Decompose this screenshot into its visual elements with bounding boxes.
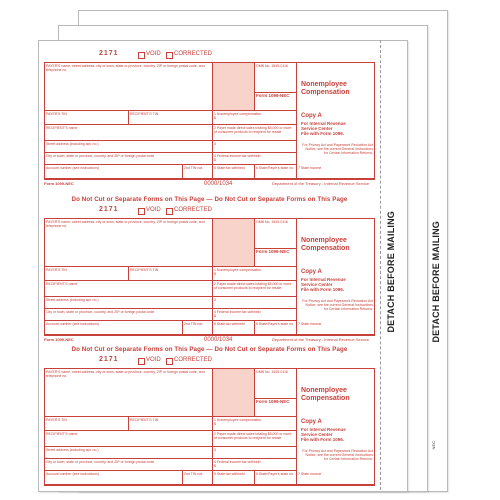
file-with: File with Form 1096. bbox=[301, 131, 345, 136]
void-checkbox[interactable] bbox=[138, 358, 145, 365]
omb-label: OMB No. 1545-0116 bbox=[256, 370, 288, 374]
omb-cell bbox=[255, 369, 297, 399]
corrected-checkbox[interactable] bbox=[166, 52, 173, 59]
box1-field[interactable] bbox=[213, 267, 297, 281]
box4-field[interactable] bbox=[213, 309, 297, 321]
form-grid bbox=[44, 368, 375, 486]
form-code: 2171 bbox=[99, 50, 119, 57]
city-field[interactable]: City or town, state or province, country, and ZIP or foreign postal code bbox=[45, 459, 213, 471]
street-field[interactable]: Street address (including apt. no.) bbox=[45, 447, 213, 459]
footer-form: Form 1099-NEC bbox=[44, 337, 74, 342]
form-header bbox=[44, 356, 375, 368]
tin-not-field[interactable]: 2nd TIN not. bbox=[183, 165, 213, 179]
perforation-line bbox=[380, 40, 381, 490]
form-id-cell bbox=[255, 399, 297, 417]
corrected-label: CORRECTED bbox=[174, 357, 213, 363]
payer-name-field[interactable]: PAYER'S name, street address, city or town, state or province, country, ZIP or foreign postal code, and telephone no. bbox=[45, 369, 213, 417]
separator-text-1: Do Not Cut or Separate Forms on This Page — Do Not Cut or Separate Forms on This Page bbox=[71, 196, 348, 203]
form-title bbox=[301, 237, 350, 253]
footer-dept: Department of the Treasury - Internal Revenue Service bbox=[272, 337, 370, 342]
irs-line-1: For Internal Revenue bbox=[301, 277, 346, 282]
irs-text bbox=[301, 277, 346, 292]
payer-name-field[interactable]: PAYER'S name, street address, city or town, state or province, country, ZIP or foreign postal code, and telephone no. bbox=[45, 219, 213, 267]
shaded-box bbox=[213, 369, 255, 417]
city-field[interactable]: City or town, state or province, country, and ZIP or foreign postal code bbox=[45, 153, 213, 165]
void-label: VOID bbox=[146, 51, 161, 57]
copy-label: Copy A bbox=[301, 419, 322, 425]
recipient-tin-field[interactable]: RECIPIENT'S TIN bbox=[129, 267, 213, 281]
footer-form: Form 1099-NEC bbox=[44, 181, 74, 186]
form-code: 2171 bbox=[99, 356, 119, 363]
irs-text bbox=[301, 121, 346, 136]
tin-not-field[interactable]: 2nd TIN not. bbox=[183, 321, 213, 335]
form-id: Form 1099-NEC bbox=[256, 93, 290, 98]
box6-field[interactable]: 6 State/Payer's state no. bbox=[255, 321, 297, 335]
form-id-cell bbox=[255, 249, 297, 267]
box7-field[interactable]: 7 State income bbox=[297, 321, 374, 335]
box1-dollar: $ bbox=[214, 272, 216, 276]
box2-field[interactable]: 2 Payer made direct sales totaling $5,000 or more of consumer products to recipient for resale bbox=[213, 281, 297, 297]
box3-label: 3 bbox=[214, 448, 216, 452]
box1-dollar: $ bbox=[214, 422, 216, 426]
footer-dept: Department of the Treasury - Internal Revenue Service bbox=[272, 181, 370, 186]
form-footer bbox=[44, 337, 375, 345]
recipient-name-field[interactable]: RECIPIENT'S name bbox=[45, 431, 213, 447]
title-line-2: Compensation bbox=[301, 395, 350, 402]
box1-field[interactable] bbox=[213, 111, 297, 125]
void-checkbox[interactable] bbox=[138, 52, 145, 59]
form-copy-2 bbox=[44, 206, 375, 346]
box3-label: 3 bbox=[214, 142, 216, 146]
file-with: File with Form 1096. bbox=[301, 287, 345, 292]
omb-label: OMB No. 1545-0116 bbox=[256, 220, 288, 224]
box2-field[interactable]: 2 Payer made direct sales totaling $5,000 or more of consumer products to recipient for resale bbox=[213, 431, 297, 447]
box3-field[interactable] bbox=[213, 141, 297, 153]
payer-name-field[interactable]: PAYER'S name, street address, city or town, state or province, country, ZIP or foreign postal code, and telephone no. bbox=[45, 63, 213, 111]
irs-line-1: For Internal Revenue bbox=[301, 121, 346, 126]
form-grid bbox=[44, 218, 375, 336]
form-copy-3 bbox=[44, 356, 375, 496]
box7-field[interactable]: 7 State income bbox=[297, 471, 374, 485]
recipient-tin-field[interactable]: RECIPIENT'S TIN bbox=[129, 111, 213, 125]
footer-cat: 0000/1034 bbox=[204, 337, 233, 343]
city-field[interactable]: City or town, state or province, country, and ZIP or foreign postal code bbox=[45, 309, 213, 321]
irs-text bbox=[301, 427, 346, 442]
omb-label: OMB No. 1545-0116 bbox=[256, 64, 288, 68]
shaded-box bbox=[213, 63, 255, 111]
box1-label: 1 Nonemployee compensation bbox=[214, 418, 262, 422]
copy-label: Copy A bbox=[301, 269, 322, 275]
box6-field[interactable]: 6 State/Payer's state no. bbox=[255, 165, 297, 179]
box6-field[interactable]: 6 State/Payer's state no. bbox=[255, 471, 297, 485]
void-checkbox[interactable] bbox=[138, 208, 145, 215]
street-field[interactable]: Street address (including apt. no.) bbox=[45, 141, 213, 153]
copy-label: Copy A bbox=[301, 113, 322, 119]
omb-cell bbox=[255, 219, 297, 249]
void-label: VOID bbox=[146, 207, 161, 213]
box1-field[interactable] bbox=[213, 417, 297, 431]
payer-tin-field[interactable]: PAYER'S TIN bbox=[45, 417, 129, 431]
separator-text-2: Do Not Cut or Separate Forms on This Page — Do Not Cut or Separate Forms on This Page bbox=[71, 346, 348, 353]
box3-field[interactable] bbox=[213, 447, 297, 459]
form-header bbox=[44, 206, 375, 218]
recipient-name-field[interactable]: RECIPIENT'S name bbox=[45, 125, 213, 141]
box3-field[interactable] bbox=[213, 297, 297, 309]
form-id: Form 1099-NEC bbox=[256, 399, 290, 404]
privacy-text: For Privacy Act and Paperwork Reduction Act Notice, see the current General Instructions for Certain Information Returns. bbox=[302, 143, 373, 155]
title-line-1: Nonemployee bbox=[301, 237, 347, 244]
box3-label: 3 bbox=[214, 298, 216, 302]
box5-field[interactable]: 5 State tax withheld bbox=[213, 165, 255, 179]
void-label: VOID bbox=[146, 357, 161, 363]
box4-field[interactable] bbox=[213, 459, 297, 471]
shaded-box bbox=[213, 219, 255, 267]
box4-field[interactable] bbox=[213, 153, 297, 165]
title-line-1: Nonemployee bbox=[301, 387, 347, 394]
box1-label: 1 Nonemployee compensation bbox=[214, 268, 262, 272]
box2-field[interactable]: 2 Payer made direct sales totaling $5,000 or more of consumer products to recipient for resale bbox=[213, 125, 297, 141]
footer-cat: 0000/1034 bbox=[204, 181, 233, 187]
box5-field[interactable]: 5 State tax withheld bbox=[213, 321, 255, 335]
irs-line-2: Service Center bbox=[301, 432, 333, 437]
box5-field[interactable]: 5 State tax withheld bbox=[213, 471, 255, 485]
title-line-1: Nonemployee bbox=[301, 81, 347, 88]
box4-dollar: $ bbox=[214, 158, 216, 162]
form-copy-1 bbox=[44, 50, 375, 190]
account-field[interactable]: Account number (see instructions) bbox=[45, 471, 183, 485]
account-field[interactable]: Account number (see instructions) bbox=[45, 165, 183, 179]
detach-label-3: DETACH BEFORE MAILING bbox=[431, 221, 441, 343]
irs-line-2: Service Center bbox=[301, 126, 333, 131]
privacy-text: For Privacy Act and Paperwork Reduction Act Notice, see the current General Instructions for Certain Information Returns. bbox=[302, 299, 373, 311]
form-title bbox=[301, 387, 350, 403]
payer-tin-field[interactable]: PAYER'S TIN bbox=[45, 267, 129, 281]
form-id: Form 1099-NEC bbox=[256, 249, 290, 254]
recipient-name-field[interactable]: RECIPIENT'S name bbox=[45, 281, 213, 297]
detach-label-1: DETACH BEFORE MAILING bbox=[386, 211, 396, 333]
privacy-text: For Privacy Act and Paperwork Reduction Act Notice, see the current General Instructions for Certain Information Returns. bbox=[302, 449, 373, 461]
form-footer bbox=[44, 181, 375, 189]
form-code: 2171 bbox=[99, 206, 119, 213]
omb-cell bbox=[255, 63, 297, 93]
box4-dollar: $ bbox=[214, 314, 216, 318]
payer-tin-field[interactable]: PAYER'S TIN bbox=[45, 111, 129, 125]
box7-field[interactable]: 7 State income bbox=[297, 165, 374, 179]
back-code-3: NEC bbox=[431, 441, 436, 450]
box4-dollar: $ bbox=[214, 464, 216, 468]
file-with: File with Form 1096. bbox=[301, 437, 345, 442]
irs-line-1: For Internal Revenue bbox=[301, 427, 346, 432]
irs-line-2: Service Center bbox=[301, 282, 333, 287]
box4-label: 4 Federal income tax withheld bbox=[214, 310, 261, 314]
recipient-tin-field[interactable]: RECIPIENT'S TIN bbox=[129, 417, 213, 431]
box1-label: 1 Nonemployee compensation bbox=[214, 112, 262, 116]
form-id-cell bbox=[255, 93, 297, 111]
corrected-label: CORRECTED bbox=[174, 207, 213, 213]
box4-label: 4 Federal income tax withheld bbox=[214, 460, 261, 464]
form-title bbox=[301, 81, 350, 97]
form-header bbox=[44, 50, 375, 62]
corrected-label: CORRECTED bbox=[174, 51, 213, 57]
street-field[interactable]: Street address (including apt. no.) bbox=[45, 297, 213, 309]
corrected-checkbox[interactable] bbox=[166, 208, 173, 215]
corrected-checkbox[interactable] bbox=[166, 358, 173, 365]
box4-label: 4 Federal income tax withheld bbox=[214, 154, 261, 158]
box1-dollar: $ bbox=[214, 116, 216, 120]
title-line-2: Compensation bbox=[301, 89, 350, 96]
form-grid bbox=[44, 62, 375, 180]
tin-not-field[interactable]: 2nd TIN not. bbox=[183, 471, 213, 485]
title-line-2: Compensation bbox=[301, 245, 350, 252]
account-field[interactable]: Account number (see instructions) bbox=[45, 321, 183, 335]
